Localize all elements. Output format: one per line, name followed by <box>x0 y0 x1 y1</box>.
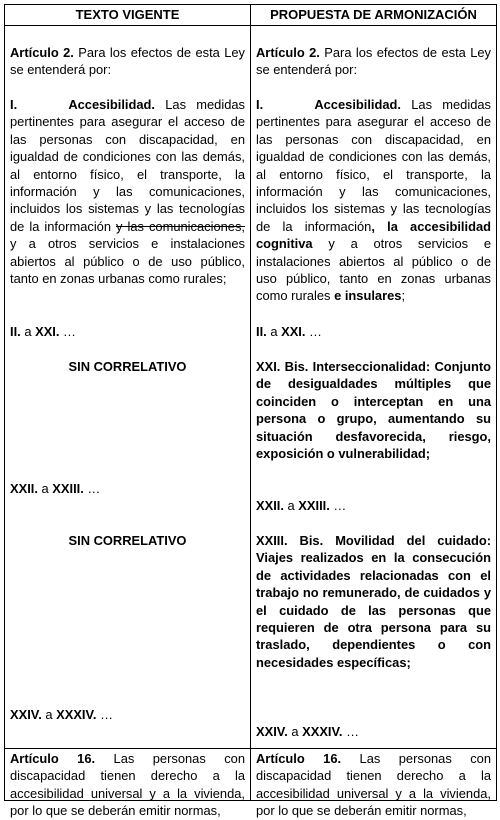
right-art16: Artículo 16. Las personas con discapacidad tienen derecho a la accesibilidad universal y a la vivienda, por lo que se deberán emitir normas, <box>256 751 492 819</box>
right-movilidad-cuidado: XXIII. Bis. Movilidad del cuidado: Viajes realizados en la consecución de actividades relacionadas con el trabajo no remunerado, de cuidados y el cuidado de las personas que requieren de otra persona para su traslado, dependientes o con necesidades específicas; <box>256 533 491 670</box>
comparison-table <box>4 4 497 819</box>
right-range-xxiv-xxxiv: XXIV. a XXXIV. … <box>256 724 359 739</box>
left-sin-correlativo-2: SIN CORRELATIVO <box>68 533 187 548</box>
left-article-2-cell <box>5 26 251 749</box>
article-2-row <box>5 26 497 749</box>
left-range-ii-xxi: II. a XXI. … <box>10 324 76 339</box>
left-accesibilidad: I. Accesibilidad. Las medidas pertinentes para asegurar el acceso de las personas con discapacidad, en igualdad de condiciones con las demás, al entorno físico, el transporte, la información y las comunicaciones, incluidos los sistemas y las tecnologías de la información y las comunicaciones, y a otros servicios e instalaciones abiertos al público o de uso público, tanto en zonas urbanas como rurales; <box>10 97 245 287</box>
left-range-xxii-xxiii: XXII. a XXIII. … <box>10 481 101 496</box>
right-range-xxii-xxiii: XXII. a XXIII. … <box>256 498 347 513</box>
header-texto-vigente: TEXTO VIGENTE <box>5 5 251 26</box>
right-article-2-cell <box>251 26 497 749</box>
left-article-16-cell <box>5 749 251 819</box>
left-art16: Artículo 16. Las personas con discapacidad tienen derecho a la accesibilidad universal y a la vivienda, por lo que se deberán emitir normas, <box>10 751 246 819</box>
right-art2-intro: Artículo 2. Para los efectos de esta Ley se entenderá por: <box>256 45 492 78</box>
right-range-ii-xxi: II. a XXI. … <box>256 324 322 339</box>
left-art2-intro: Artículo 2. Para los efectos de esta Ley se entenderá por: <box>10 45 246 78</box>
article-16-row <box>5 749 497 801</box>
left-range-xxiv-xxxiv: XXIV. a XXXIV. … <box>10 707 113 722</box>
right-accesibilidad: I. Accesibilidad. Las medidas pertinentes para asegurar el acceso de las personas con discapacidad, en igualdad de condiciones con las demás, al entorno físico, el transporte, la información y las comunicaciones, incluidos los sistemas y las tecnologías de la información, la accesibilidad cognitiva y a otros servicios e instalaciones abiertos al público o de uso público, tanto en zonas urbanas como rurales e insulares; <box>256 97 491 304</box>
header-row <box>5 5 497 26</box>
right-interseccionalidad: XXI. Bis. Interseccionalidad: Conjunto de desigualdades múltiples que coinciden o interceptan en una persona o grupo, aumentando su situación desfavorecida, riesgo, exposición o vulnerabilidad; <box>256 359 491 462</box>
header-propuesta: PROPUESTA DE ARMONIZACIÓN <box>251 5 497 26</box>
right-article-16-cell <box>251 749 497 819</box>
left-sin-correlativo-1: SIN CORRELATIVO <box>68 359 187 374</box>
struck-text: y las comunicaciones, <box>116 218 245 234</box>
